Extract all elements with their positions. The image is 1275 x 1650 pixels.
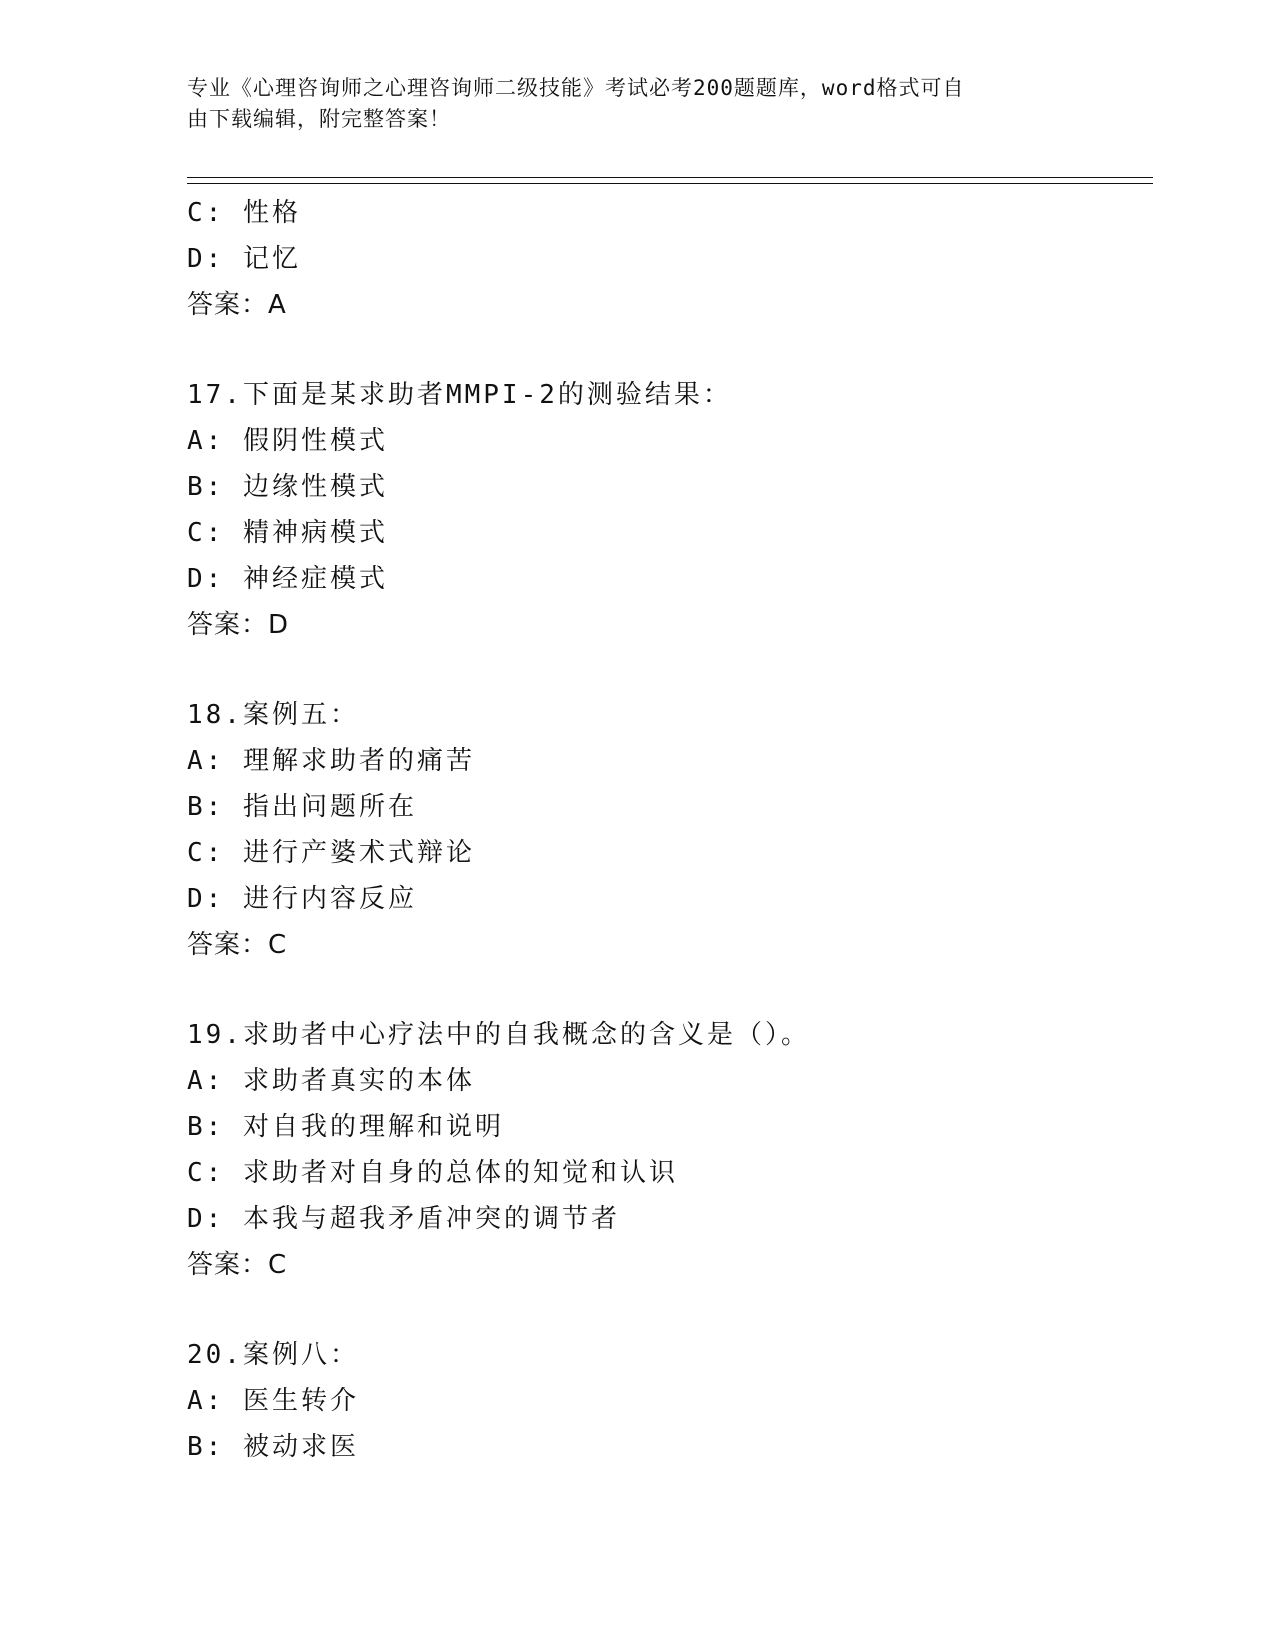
option-a: A: 医生转介	[187, 1386, 359, 1416]
option-b: B: 被动求医	[187, 1432, 359, 1462]
option-a: A: 假阴性模式	[187, 426, 388, 456]
option-c: C: 进行产婆术式辩论	[187, 838, 475, 868]
header-line-2: 由下载编辑，附完整答案！	[187, 107, 451, 131]
option-d: D: 神经症模式	[187, 564, 388, 594]
question-19	[187, 1012, 1087, 1288]
question-17	[187, 372, 1087, 648]
answer-line: 答案：D	[187, 610, 290, 640]
header-line-1: 专业《心理咨询师之心理咨询师二级技能》考试必考200题题库，word格式可自	[187, 76, 965, 100]
document-header	[187, 73, 1067, 135]
question-list	[187, 190, 1087, 1470]
question-stem: 20.案例八：	[187, 1340, 359, 1370]
header-divider-bottom	[187, 183, 1153, 184]
option-b: B: 边缘性模式	[187, 472, 388, 502]
option-b: B: 对自我的理解和说明	[187, 1112, 504, 1142]
option-d: D: 记忆	[187, 244, 301, 274]
option-c: C: 性格	[187, 198, 301, 228]
option-d: D: 进行内容反应	[187, 884, 417, 914]
previous-question-tail	[187, 190, 1087, 328]
answer-line: 答案：C	[187, 1250, 288, 1280]
answer-line: 答案：C	[187, 930, 288, 960]
question-stem: 17.下面是某求助者MMPI-2的测验结果：	[187, 380, 732, 410]
answer-line: 答案：A	[187, 290, 287, 320]
header-divider-top	[187, 177, 1153, 178]
option-c: C: 精神病模式	[187, 518, 388, 548]
question-stem: 19.求助者中心疗法中的自我概念的含义是（）。	[187, 1020, 810, 1050]
option-d: D: 本我与超我矛盾冲突的调节者	[187, 1204, 620, 1234]
question-20	[187, 1332, 1087, 1470]
option-b: B: 指出问题所在	[187, 792, 417, 822]
option-a: A: 求助者真实的本体	[187, 1066, 475, 1096]
question-stem: 18.案例五：	[187, 700, 359, 730]
option-a: A: 理解求助者的痛苦	[187, 746, 475, 776]
option-c: C: 求助者对自身的总体的知觉和认识	[187, 1158, 678, 1188]
question-18	[187, 692, 1087, 968]
